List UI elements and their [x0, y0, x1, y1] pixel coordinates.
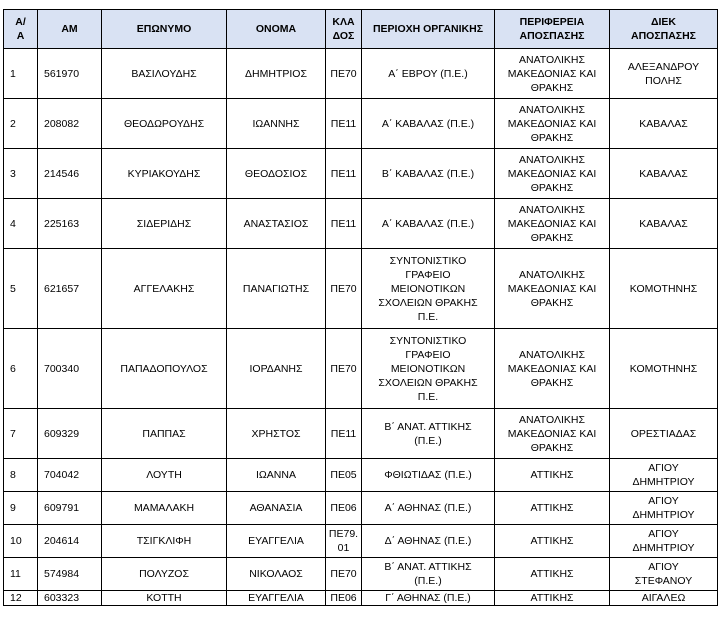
header-row	[4, 10, 718, 49]
organic-area-cell: Β΄ ΚΑΒΑΛΑΣ (Π.Ε.)	[362, 149, 495, 199]
surname-cell: ΛΟΥΤΗ	[102, 459, 227, 492]
table-row	[4, 409, 718, 459]
am-cell: 609791	[38, 492, 102, 525]
branch-cell: ΠΕ06	[326, 591, 362, 606]
organic-area-cell: Β΄ ΑΝΑΤ. ΑΤΤΙΚΗΣ (Π.Ε.)	[362, 558, 495, 591]
aa-cell: 1	[4, 49, 38, 99]
branch-cell: ΠΕ11	[326, 199, 362, 249]
organic-area-cell: ΣΥΝΤΟΝΙΣΤΙΚΟ ΓΡΑΦΕΙΟ ΜΕΙΟΝΟΤΙΚΩΝ ΣΧΟΛΕΙΩΝ ΘΡΑΚΗΣ Π.Ε.	[362, 329, 495, 409]
am-cell: 214546	[38, 149, 102, 199]
organic-area-cell: Δ΄ ΑΘΗΝΑΣ (Π.Ε.)	[362, 525, 495, 558]
aa-cell: 4	[4, 199, 38, 249]
header-branch: ΚΛΑ ΔΟΣ	[326, 10, 362, 49]
table-row	[4, 558, 718, 591]
name-cell: ΧΡΗΣΤΟΣ	[227, 409, 326, 459]
secondment-region-cell: ΑΝΑΤΟΛΙΚΗΣ ΜΑΚΕΔΟΝΙΑΣ ΚΑΙ ΘΡΑΚΗΣ	[495, 409, 610, 459]
surname-cell: ΠΑΠΑΔΟΠΟΥΛΟΣ	[102, 329, 227, 409]
header-name: ΟΝΟΜΑ	[227, 10, 326, 49]
am-cell: 225163	[38, 199, 102, 249]
secondment-directorate-cell: ΑΓΙΟΥ ΣΤΕΦΑΝΟΥ	[610, 558, 718, 591]
name-cell: ΕΥΑΓΓΕΛΙΑ	[227, 591, 326, 606]
am-cell: 561970	[38, 49, 102, 99]
secondment-region-cell: ΑΝΑΤΟΛΙΚΗΣ ΜΑΚΕΔΟΝΙΑΣ ΚΑΙ ΘΡΑΚΗΣ	[495, 249, 610, 329]
header-surname: ΕΠΩΝΥΜΟ	[102, 10, 227, 49]
name-cell: ΙΩΑΝΝΑ	[227, 459, 326, 492]
name-cell: ΕΥΑΓΓΕΛΙΑ	[227, 525, 326, 558]
table-row	[4, 199, 718, 249]
secondment-region-cell: ΑΤΤΙΚΗΣ	[495, 558, 610, 591]
branch-cell: ΠΕ70	[326, 249, 362, 329]
secondment-directorate-cell: ΑΓΙΟΥ ΔΗΜΗΤΡΙΟΥ	[610, 459, 718, 492]
surname-cell: ΑΓΓΕΛΑΚΗΣ	[102, 249, 227, 329]
table-row	[4, 249, 718, 329]
secondment-directorate-cell: ΑΙΓΑΛΕΩ	[610, 591, 718, 606]
organic-area-cell: ΦΘΙΩΤΙΔΑΣ (Π.Ε.)	[362, 459, 495, 492]
name-cell: ΠΑΝΑΓΙΩΤΗΣ	[227, 249, 326, 329]
name-cell: ΘΕΟΔΟΣΙΟΣ	[227, 149, 326, 199]
am-cell: 603323	[38, 591, 102, 606]
aa-cell: 11	[4, 558, 38, 591]
aa-cell: 12	[4, 591, 38, 606]
secondment-region-cell: ΑΝΑΤΟΛΙΚΗΣ ΜΑΚΕΔΟΝΙΑΣ ΚΑΙ ΘΡΑΚΗΣ	[495, 329, 610, 409]
branch-cell: ΠΕ70	[326, 329, 362, 409]
aa-cell: 6	[4, 329, 38, 409]
surname-cell: ΚΟΤΤΗ	[102, 591, 227, 606]
secondment-region-cell: ΑΝΑΤΟΛΙΚΗΣ ΜΑΚΕΔΟΝΙΑΣ ΚΑΙ ΘΡΑΚΗΣ	[495, 149, 610, 199]
branch-cell: ΠΕ11	[326, 149, 362, 199]
secondment-region-cell: ΑΤΤΙΚΗΣ	[495, 492, 610, 525]
surname-cell: ΘΕΟΔΩΡΟΥΔΗΣ	[102, 99, 227, 149]
organic-area-cell: Γ΄ ΑΘΗΝΑΣ (Π.Ε.)	[362, 591, 495, 606]
secondment-directorate-cell: ΑΛΕΞΑΝΔΡΟΥ ΠΟΛΗΣ	[610, 49, 718, 99]
am-cell: 208082	[38, 99, 102, 149]
aa-cell: 3	[4, 149, 38, 199]
header-am: ΑΜ	[38, 10, 102, 49]
surname-cell: ΜΑΜΑΛΑΚΗ	[102, 492, 227, 525]
organic-area-cell: Α΄ ΑΘΗΝΑΣ (Π.Ε.)	[362, 492, 495, 525]
secondment-directorate-cell: ΚΑΒΑΛΑΣ	[610, 149, 718, 199]
organic-area-cell: ΣΥΝΤΟΝΙΣΤΙΚΟ ΓΡΑΦΕΙΟ ΜΕΙΟΝΟΤΙΚΩΝ ΣΧΟΛΕΙΩΝ ΘΡΑΚΗΣ Π.Ε.	[362, 249, 495, 329]
organic-area-cell: Α΄ ΕΒΡΟΥ (Π.Ε.)	[362, 49, 495, 99]
table-row	[4, 149, 718, 199]
organic-area-cell: Α΄ ΚΑΒΑΛΑΣ (Π.Ε.)	[362, 99, 495, 149]
name-cell: ΑΘΑΝΑΣΙΑ	[227, 492, 326, 525]
branch-cell: ΠΕ70	[326, 558, 362, 591]
header-organic-area: ΠΕΡΙΟΧΗ ΟΡΓΑΝΙΚΗΣ	[362, 10, 495, 49]
am-cell: 700340	[38, 329, 102, 409]
am-cell: 204614	[38, 525, 102, 558]
surname-cell: ΣΙΔΕΡΙΔΗΣ	[102, 199, 227, 249]
name-cell: ΔΗΜΗΤΡΙΟΣ	[227, 49, 326, 99]
secondment-region-cell: ΑΝΑΤΟΛΙΚΗΣ ΜΑΚΕΔΟΝΙΑΣ ΚΑΙ ΘΡΑΚΗΣ	[495, 99, 610, 149]
table-row	[4, 525, 718, 558]
aa-cell: 9	[4, 492, 38, 525]
table-row	[4, 492, 718, 525]
secondment-directorate-cell: ΚΟΜΟΤΗΝΗΣ	[610, 249, 718, 329]
secondment-directorate-cell: ΑΓΙΟΥ ΔΗΜΗΤΡΙΟΥ	[610, 525, 718, 558]
header-secondment-directorate: ΔΙΕΚ ΑΠΟΣΠΑΣΗΣ	[610, 10, 718, 49]
aa-cell: 2	[4, 99, 38, 149]
surname-cell: ΠΟΛΥΖΟΣ	[102, 558, 227, 591]
name-cell: ΝΙΚΟΛΑΟΣ	[227, 558, 326, 591]
organic-area-cell: Β΄ ΑΝΑΤ. ΑΤΤΙΚΗΣ (Π.Ε.)	[362, 409, 495, 459]
branch-cell: ΠΕ11	[326, 409, 362, 459]
assignments-table	[3, 9, 718, 606]
secondment-region-cell: ΑΤΤΙΚΗΣ	[495, 459, 610, 492]
branch-cell: ΠΕ05	[326, 459, 362, 492]
secondment-directorate-cell: ΚΑΒΑΛΑΣ	[610, 199, 718, 249]
surname-cell: ΚΥΡΙΑΚΟΥΔΗΣ	[102, 149, 227, 199]
am-cell: 704042	[38, 459, 102, 492]
aa-cell: 10	[4, 525, 38, 558]
table-row	[4, 591, 718, 606]
am-cell: 574984	[38, 558, 102, 591]
aa-cell: 5	[4, 249, 38, 329]
surname-cell: ΒΑΣΙΛΟΥΔΗΣ	[102, 49, 227, 99]
am-cell: 609329	[38, 409, 102, 459]
header-aa: Α/ Α	[4, 10, 38, 49]
name-cell: ΙΟΡΔΑΝΗΣ	[227, 329, 326, 409]
name-cell: ΙΩΑΝΝΗΣ	[227, 99, 326, 149]
table-row	[4, 459, 718, 492]
table-row	[4, 329, 718, 409]
aa-cell: 7	[4, 409, 38, 459]
surname-cell: ΤΣΙΓΚΛΙΦΗ	[102, 525, 227, 558]
branch-cell: ΠΕ06	[326, 492, 362, 525]
branch-cell: ΠΕ11	[326, 99, 362, 149]
table-row	[4, 99, 718, 149]
surname-cell: ΠΑΠΠΑΣ	[102, 409, 227, 459]
secondment-directorate-cell: ΚΑΒΑΛΑΣ	[610, 99, 718, 149]
header-secondment-region: ΠΕΡΙΦΕΡΕΙΑ ΑΠΟΣΠΑΣΗΣ	[495, 10, 610, 49]
secondment-directorate-cell: ΑΓΙΟΥ ΔΗΜΗΤΡΙΟΥ	[610, 492, 718, 525]
secondment-region-cell: ΑΝΑΤΟΛΙΚΗΣ ΜΑΚΕΔΟΝΙΑΣ ΚΑΙ ΘΡΑΚΗΣ	[495, 199, 610, 249]
aa-cell: 8	[4, 459, 38, 492]
name-cell: ΑΝΑΣΤΑΣΙΟΣ	[227, 199, 326, 249]
secondment-directorate-cell: ΟΡΕΣΤΙΑΔΑΣ	[610, 409, 718, 459]
secondment-region-cell: ΑΤΤΙΚΗΣ	[495, 591, 610, 606]
table-row	[4, 49, 718, 99]
secondment-directorate-cell: ΚΟΜΟΤΗΝΗΣ	[610, 329, 718, 409]
branch-cell: ΠΕ79. 01	[326, 525, 362, 558]
organic-area-cell: Α΄ ΚΑΒΑΛΑΣ (Π.Ε.)	[362, 199, 495, 249]
am-cell: 621657	[38, 249, 102, 329]
secondment-region-cell: ΑΤΤΙΚΗΣ	[495, 525, 610, 558]
secondment-region-cell: ΑΝΑΤΟΛΙΚΗΣ ΜΑΚΕΔΟΝΙΑΣ ΚΑΙ ΘΡΑΚΗΣ	[495, 49, 610, 99]
branch-cell: ΠΕ70	[326, 49, 362, 99]
